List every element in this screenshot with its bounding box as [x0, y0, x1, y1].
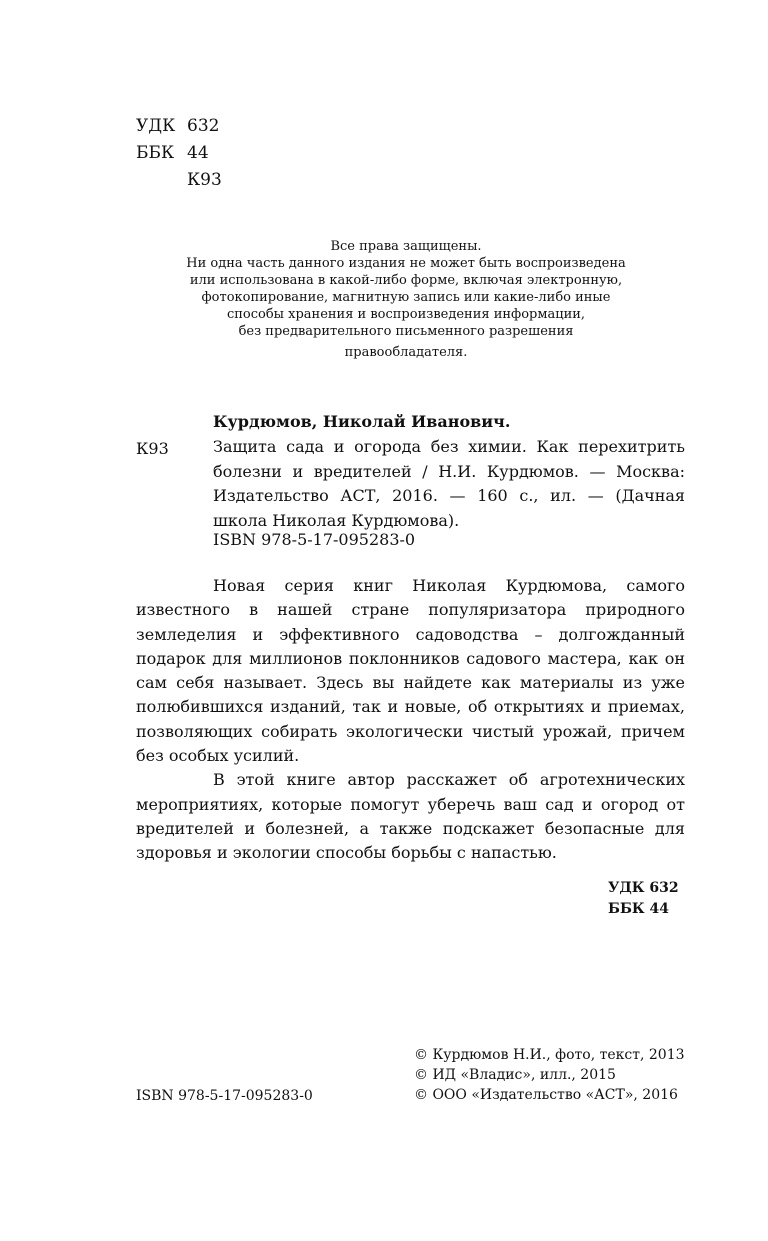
classification-bottom — [608, 878, 679, 920]
annotation — [136, 574, 685, 866]
udk-row — [136, 113, 222, 140]
copyright-line: © ИД «Владис», илл., 2015 — [414, 1067, 616, 1083]
rights-line: или использована в какой-либо форме, включая электронную, — [189, 273, 623, 288]
author-mark: К93 — [187, 170, 222, 190]
rights-last-line: правообладателя. — [344, 345, 468, 360]
bbk-label: ББК — [136, 143, 175, 163]
author-heading: Курдюмов, Николай Иванович. — [213, 412, 511, 431]
annotation-paragraph: В этой книге автор расскажет об агротехнических мероприятиях, которые помогут уберечь ваш сад и огород от вредителей и болезней, а также подскажет безопасные для здоровья и экологии способы борьбы с напастью. — [136, 770, 685, 863]
annotation-paragraph: Новая серия книг Николая Курдюмова, самого известного в нашей стране популяризатора природного земледелия и эффективного садоводства – долгожданный подарок для миллионов поклонников садового мастера, как он сам себя называет. Здесь вы найдете как материалы из уже полюбившихся изданий, так и новые, об открытиях и приемах, позволяющих собирать экологически чистый урожай, причем без особых усилий. — [136, 576, 685, 766]
rights-line: Все права защищены. — [330, 239, 482, 254]
copyright-block — [414, 1045, 685, 1105]
bbk-bottom: ББК 44 — [608, 901, 670, 917]
udk-bottom: УДК 632 — [608, 880, 679, 896]
bibliographic-isbn: ISBN 978-5-17-095283-0 — [213, 530, 416, 549]
bbk-value: 44 — [187, 143, 209, 163]
footer-isbn: ISBN 978-5-17-095283-0 — [136, 1088, 313, 1104]
bibliographic-description: Защита сада и огорода без химии. Как перехитрить болезни и вредителей / Н.И. Курдюмов. — Москва: Издательство АСТ, 2016. — 160 с., ил. — (Дачная школа Николая Курдюмова). — [213, 437, 685, 530]
bbk-row — [136, 140, 222, 167]
copyright-line: © Курдюмов Н.И., фото, текст, 2013 — [414, 1047, 685, 1063]
rights-line: способы хранения и воспроизведения информации, — [226, 307, 586, 322]
rights-notice — [150, 238, 662, 361]
rights-line: фотокопирование, магнитную запись или какие-либо иные — [201, 290, 611, 305]
rights-line: без предварительного письменного разрешения — [238, 324, 574, 339]
udk-value: 632 — [187, 116, 220, 136]
bibliographic-mark: К93 — [136, 439, 169, 458]
classification-block — [136, 113, 222, 194]
udk-label: УДК — [136, 116, 176, 136]
rights-line: Ни одна часть данного издания не может быть воспроизведена — [186, 256, 626, 271]
copyright-line: © ООО «Издательство «АСТ», 2016 — [414, 1087, 678, 1103]
